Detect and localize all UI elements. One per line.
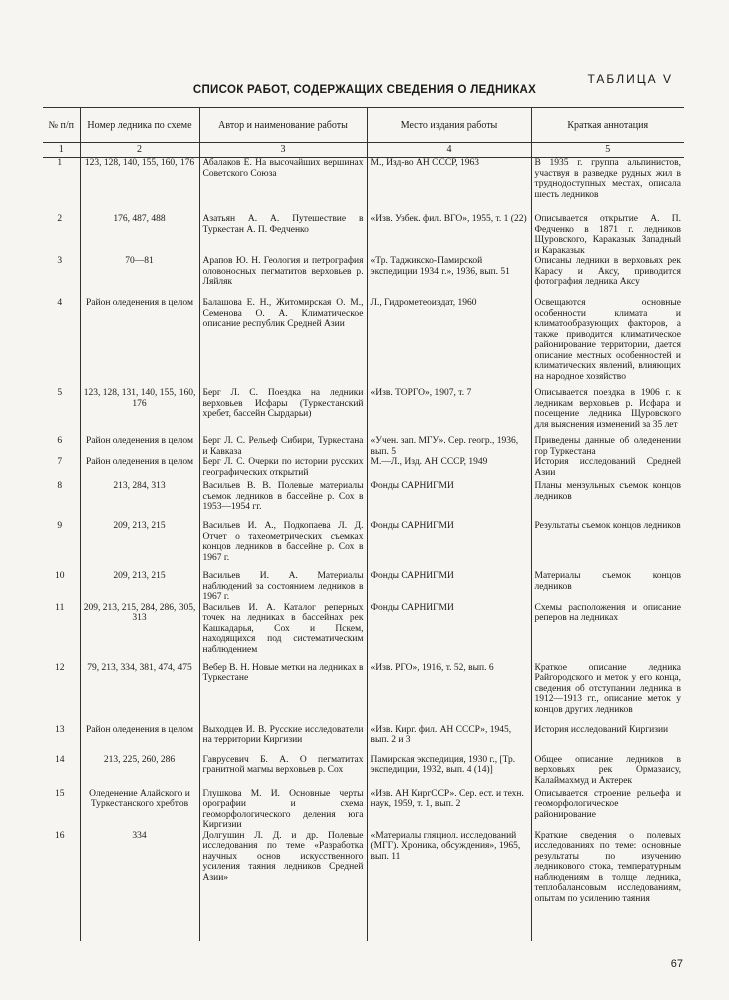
row-number: 13: [55, 724, 65, 735]
annotation: Краткие сведения о полевых исследованиях по теме: основные результаты по изучению ледникового стока, температурным наблюдениям в толще ледника, теплобалансовым исследованиям, опытам по усилению таяния: [531, 831, 684, 927]
publication-place: Фонды САРНИГМИ: [367, 571, 531, 603]
table-row: [43, 457, 684, 481]
table-row: [43, 214, 684, 256]
column-number: 2: [80, 143, 199, 158]
glacier-numbers: 213, 284, 313: [80, 481, 199, 521]
annotation: Планы мензульных съемок концов ледников: [531, 481, 684, 521]
author-and-title: Вебер В. Н. Новые метки на ледниках в Туркестане: [199, 663, 367, 725]
author-and-title: Васильев И. А. Материалы наблюдений за состоянием ледников в 1967 г.: [199, 571, 367, 603]
table-row: [43, 755, 684, 789]
header-glacier-scheme: Номер ледника по схеме: [80, 108, 199, 143]
header-annotation: Краткая аннотация: [531, 108, 684, 143]
glacier-numbers: 79, 213, 334, 381, 474, 475: [80, 663, 199, 725]
table-filler-row: [43, 927, 684, 941]
row-number: 1: [57, 158, 63, 168]
table-title: СПИСОК РАБОТ, СОДЕРЖАЩИХ СВЕДЕНИЯ О ЛЕДНИКАХ: [192, 84, 537, 96]
glacier-numbers: 213, 225, 260, 286: [80, 755, 199, 789]
annotation: В 1935 г. группа альпинистов, участвуя в разведке рудных жил в труднодоступных местах, описала шесть ледников: [531, 158, 684, 215]
glacier-numbers: 209, 213, 215: [80, 571, 199, 603]
table-row: [43, 571, 684, 603]
annotation: Краткое описание ледника Райгородского и меток у его конца, сведения об отступании ледника в 1912—1913 гг., описание меток у концов других ледников: [531, 663, 684, 725]
row-number: 3: [57, 256, 63, 266]
glacier-numbers: 176, 487, 488: [80, 214, 199, 256]
table-body: [43, 158, 684, 941]
glacier-numbers: 209, 213, 215: [80, 521, 199, 571]
author-and-title: Выходцев И. В. Русские исследователи на территории Киргизии: [199, 725, 367, 755]
glacier-numbers: 123, 128, 140, 155, 160, 176: [80, 158, 199, 215]
glacier-numbers: Район оледенения в целом: [80, 457, 199, 481]
table-row: [43, 298, 684, 388]
glacier-numbers: Район оледенения в целом: [80, 436, 199, 457]
row-number: 4: [57, 298, 63, 308]
glacier-numbers: Оледенение Алайского и Туркестанского хребтов: [80, 789, 199, 831]
publication-place: Фонды САРНИГМИ: [367, 603, 531, 663]
column-number: 3: [199, 143, 367, 158]
glacier-numbers: Район оледенения в целом: [80, 298, 199, 388]
row-number: 5: [57, 388, 63, 398]
publication-place: «Учен. зап. МГУ». Сер. геогр., 1936, вып. 5: [367, 436, 531, 457]
table-row: [43, 725, 684, 755]
table-row: [43, 663, 684, 725]
author-and-title: Глушкова М. И. Основные черты орографии и схема геоморфологического деления юга Киргизии: [199, 789, 367, 831]
header-number: № п/п: [43, 108, 80, 143]
row-number: 2: [57, 214, 63, 224]
publication-place: «Материалы гляциол. исследований (МГГ). Хроника, обсуждения», 1965, вып. 11: [367, 831, 531, 927]
author-and-title: Гаврусевич Б. А. О пегматитах гранитной магмы верховьев р. Сох: [199, 755, 367, 789]
page-number: 67: [670, 958, 683, 970]
publication-place: М.—Л., Изд. АН СССР, 1949: [367, 457, 531, 481]
row-number: 15: [55, 788, 65, 799]
column-number: 4: [367, 143, 531, 158]
annotation: Приведены данные об оледенении гор Туркестана: [531, 436, 684, 457]
annotation: Описаны ледники в верховьях рек Карасу и Аксу, приводится фотография ледника Аксу: [531, 256, 684, 298]
table-row: [43, 521, 684, 571]
author-and-title: Берг Л. С. Рельеф Сибири, Туркестана и Кавказа: [199, 436, 367, 457]
author-and-title: Балашова Е. Н., Житомирская О. М., Семенова О. А. Климатическое описание республик Средней Азии: [199, 298, 367, 388]
row-number: 11: [55, 602, 65, 613]
table-row: [43, 256, 684, 298]
annotation: История исследований Средней Азии: [531, 457, 684, 481]
table-row: [43, 789, 684, 831]
table-label: ТАБЛИЦА V: [587, 72, 673, 86]
annotation: Описывается строение рельефа и геоморфологическое районирование: [531, 789, 684, 831]
author-and-title: Берг Л. С. Поездка на ледники верховьев Исфары (Туркестанский хребет, бассейн Сырдарьи): [199, 388, 367, 436]
publication-place: «Изв. АН КиргССР». Сер. ест. и техн. наук, 1959, т. 1, вып. 2: [367, 789, 531, 831]
glacier-numbers: 70—81: [80, 256, 199, 298]
annotation: Материалы съемок концов ледников: [531, 571, 684, 603]
author-and-title: Азатьян А. А. Путешествие в Туркестан А. П. Федченко: [199, 214, 367, 256]
row-number: 16: [55, 830, 65, 841]
author-and-title: Арапов Ю. Н. Геология и петрография оловоносных пегматитов верховьев р. Ляйляк: [199, 256, 367, 298]
author-and-title: Абалаков Е. На высочайших вершинах Советского Союза: [199, 158, 367, 215]
publication-place: Л., Гидрометеоиздат, 1960: [367, 298, 531, 388]
author-and-title: Долгушин Л. Д. и др. Полевые исследования по теме «Разработка научных основ искусственного усиления таяния ледников Средней Азии»: [199, 831, 367, 927]
author-and-title: Васильев И. А. Каталог реперных точек на ледниках в бассейнах рек Кашкадарья, Сох и Пскем, находящихся под систематическим наблюдением: [199, 603, 367, 663]
publication-place: «Изв. ТОРГО», 1907, т. 7: [367, 388, 531, 436]
annotation: Описывается поездка в 1906 г. к ледникам верховьев р. Исфара и посещение ледника Щуровского для выяснения изменений за 35 лет: [531, 388, 684, 436]
publication-place: Фонды САРНИГМИ: [367, 521, 531, 571]
author-and-title: Васильев В. В. Полевые материалы съемок ледников в бассейне р. Сох в 1953—1954 гг.: [199, 481, 367, 521]
table-row: [43, 436, 684, 457]
glacier-numbers: 334: [80, 831, 199, 927]
annotation: Общее описание ледников в верховьях рек Ормазаису, Калаймахмуд и Актерек: [531, 755, 684, 789]
row-number: 6: [57, 436, 63, 446]
glacier-works-table: [43, 107, 684, 941]
row-number: 8: [57, 481, 63, 491]
table-row: [43, 481, 684, 521]
table-row: [43, 388, 684, 436]
annotation: Описывается открытие А. П. Федченко в 1871 г. ледников Щуровского, Караказык Западный и Караказык: [531, 214, 684, 256]
row-number: 7: [57, 457, 63, 467]
publication-place: М., Изд-во АН СССР, 1963: [367, 158, 531, 215]
glacier-numbers: 209, 213, 215, 284, 286, 305, 313: [80, 603, 199, 663]
row-number: 10: [55, 571, 65, 581]
header-author-title: Автор и наименование работы: [199, 108, 367, 143]
table-row: [43, 603, 684, 663]
author-and-title: Берг Л. С. Очерки по истории русских географических открытий: [199, 457, 367, 481]
annotation: Освещаются основные особенности климата и климатообразующих факторов, а также приводится климатическое районирование территории, дается описание местных особенностей и климатических явлений, влияющих на народное хозяйство: [531, 298, 684, 388]
row-number: 14: [55, 754, 65, 765]
publication-place: Памирская экспедиция, 1930 г., [Тр. экспедиции, 1932, вып. 4 (14)]: [367, 755, 531, 789]
table-row: [43, 158, 684, 215]
glacier-numbers: Район оледенения в целом: [80, 725, 199, 755]
publication-place: «Тр. Таджикско-Памирской экспедиции 1934 г.», 1936, вып. 51: [367, 256, 531, 298]
table-row: [43, 831, 684, 927]
publication-place: «Изв. Узбек. фил. ВГО», 1955, т. 1 (22): [367, 214, 531, 256]
glacier-numbers: 123, 128, 131, 140, 155, 160, 176: [80, 388, 199, 436]
annotation: Результаты съемок концов ледников: [531, 521, 684, 571]
publication-place: «Изв. Кирг. фил. АН СССР», 1945, вып. 2 и 3: [367, 725, 531, 755]
row-number: 9: [57, 521, 63, 531]
annotation: История исследований Киргизии: [531, 725, 684, 755]
column-number: 1: [43, 143, 80, 158]
column-number: 5: [531, 143, 684, 158]
header-publication-place: Место издания работы: [367, 108, 531, 143]
row-number: 12: [55, 662, 65, 673]
publication-place: Фонды САРНИГМИ: [367, 481, 531, 521]
publication-place: «Изв. РГО», 1916, т. 52, вып. 6: [367, 663, 531, 725]
author-and-title: Васильев И. А., Подкопаева Л. Д. Отчет о тахеометрических съемках концов ледников в бассейне р. Сох в 1967 г.: [199, 521, 367, 571]
annotation: Схемы расположения и описание реперов на ледниках: [531, 603, 684, 663]
